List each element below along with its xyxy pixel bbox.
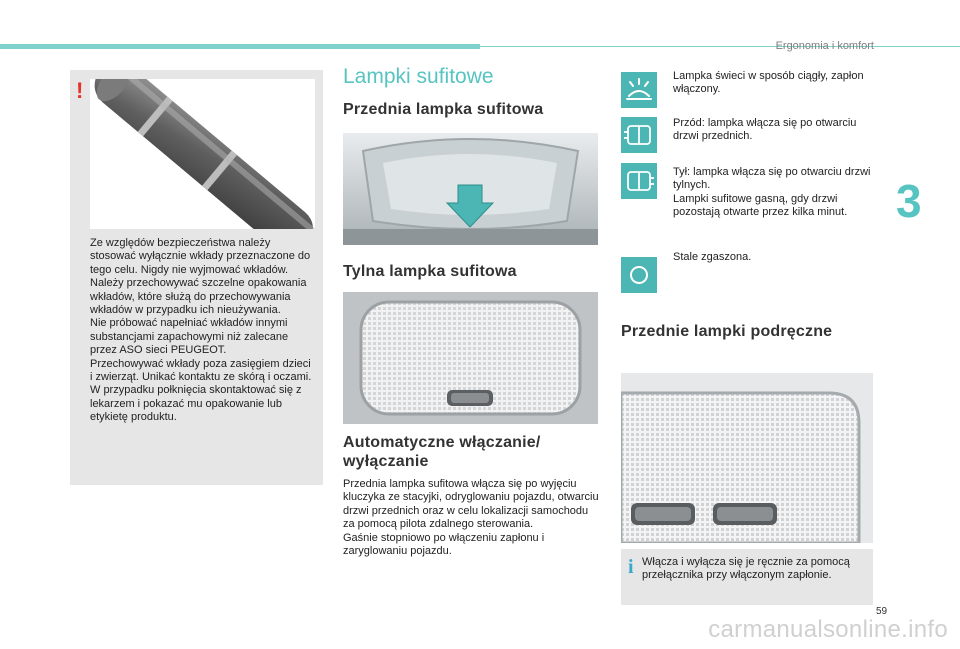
warning-paragraph: Ze względów bezpieczeństwa należy stosować wyłącznie wkłady przeznaczone do tego celu. Nigdy nie wyjmować wkładów. — [90, 237, 311, 276]
lamp-on-icon — [621, 72, 657, 108]
mode-rear-line: Lampki sufitowe gasną, gdy drzwi pozostają otwarte przez kilka minut. — [673, 192, 848, 219]
fragrance-cartridge-photo — [90, 79, 315, 229]
info-text — [642, 556, 864, 583]
info-icon: i — [628, 556, 634, 578]
warning-paragraph: Przechowywać wkłady poza zasięgiem dzieci i zwierząt. Unikać kontaktu ze skórą i oczami. W przypadku połknięcia skontaktować się z lekarzem i pokazać mu opakowanie lub etykietę produktu. — [90, 357, 312, 424]
mode-off-line: Stale zgaszona. — [673, 251, 752, 263]
chapter-title: Ergonomia i komfort — [775, 40, 874, 52]
exclamation-icon: ! — [76, 78, 84, 103]
body-paragraph: Gaśnie stopniowo po włączeniu zapłonu i zaryglowaniu pojazdu. — [343, 531, 545, 558]
warning-text — [90, 237, 315, 425]
auto-switching-text — [343, 478, 601, 558]
mode-off-text — [673, 251, 878, 264]
front-lamp-photo — [343, 133, 598, 245]
header-rule — [480, 46, 960, 47]
watermark: carmanualsonline.info — [708, 616, 948, 643]
reading-lamps-heading: Przednie lampki podręczne — [621, 323, 833, 340]
rear-lamp-photo — [343, 292, 598, 424]
header-accent-bar — [0, 44, 480, 49]
rear-lamp-heading: Tylna lampka sufitowa — [343, 263, 517, 280]
body-paragraph: Przednia lampka sufitowa włącza się po wyjęciu kluczyka ze stacyjki, odryglowaniu pojazdu, otwarciu drzwi przednich oraz w celu lokalizacji samochodu za pomocą pilota zdalnego sterowania. — [343, 478, 599, 531]
front-door-icon — [621, 117, 657, 153]
mode-rear-line: Tył: lampka włącza się po otwarciu drzwi tylnych. — [673, 166, 871, 192]
reading-lamps-photo — [621, 373, 873, 543]
mode-rear-text — [673, 166, 878, 220]
mode-on-text — [673, 70, 878, 97]
page-number: 59 — [876, 606, 888, 617]
info-paragraph: Włącza i wyłącza się je ręcznie za pomocą przełącznika przy włączonym zapłonie. — [642, 556, 850, 582]
mode-front-line: Przód: lampka włącza się po otwarciu drzwi przednich. — [673, 117, 857, 143]
section-title: Lampki sufitowe — [343, 65, 494, 88]
lamp-off-icon — [621, 257, 657, 293]
mode-front-text — [673, 117, 878, 144]
mode-on-line: Lampka świeci w sposób ciągły, zapłon włączony. — [673, 70, 864, 96]
chapter-number: 3 — [896, 175, 922, 227]
front-lamp-heading: Przednia lampka sufitowa — [343, 101, 544, 118]
warning-paragraph: Nie próbować napełniać wkładów innymi substancjami zapachowymi niż zalecane przez ASO sieci PEUGEOT. — [90, 317, 289, 357]
rear-door-icon — [621, 163, 657, 199]
auto-switching-heading: Automatyczne włączanie/ wyłączanie — [343, 434, 541, 470]
warning-paragraph: Należy przechowywać szczelne opakowania wkładów, które służą do przechowywania wkładów w przypadku ich nieużywania. — [90, 277, 307, 317]
